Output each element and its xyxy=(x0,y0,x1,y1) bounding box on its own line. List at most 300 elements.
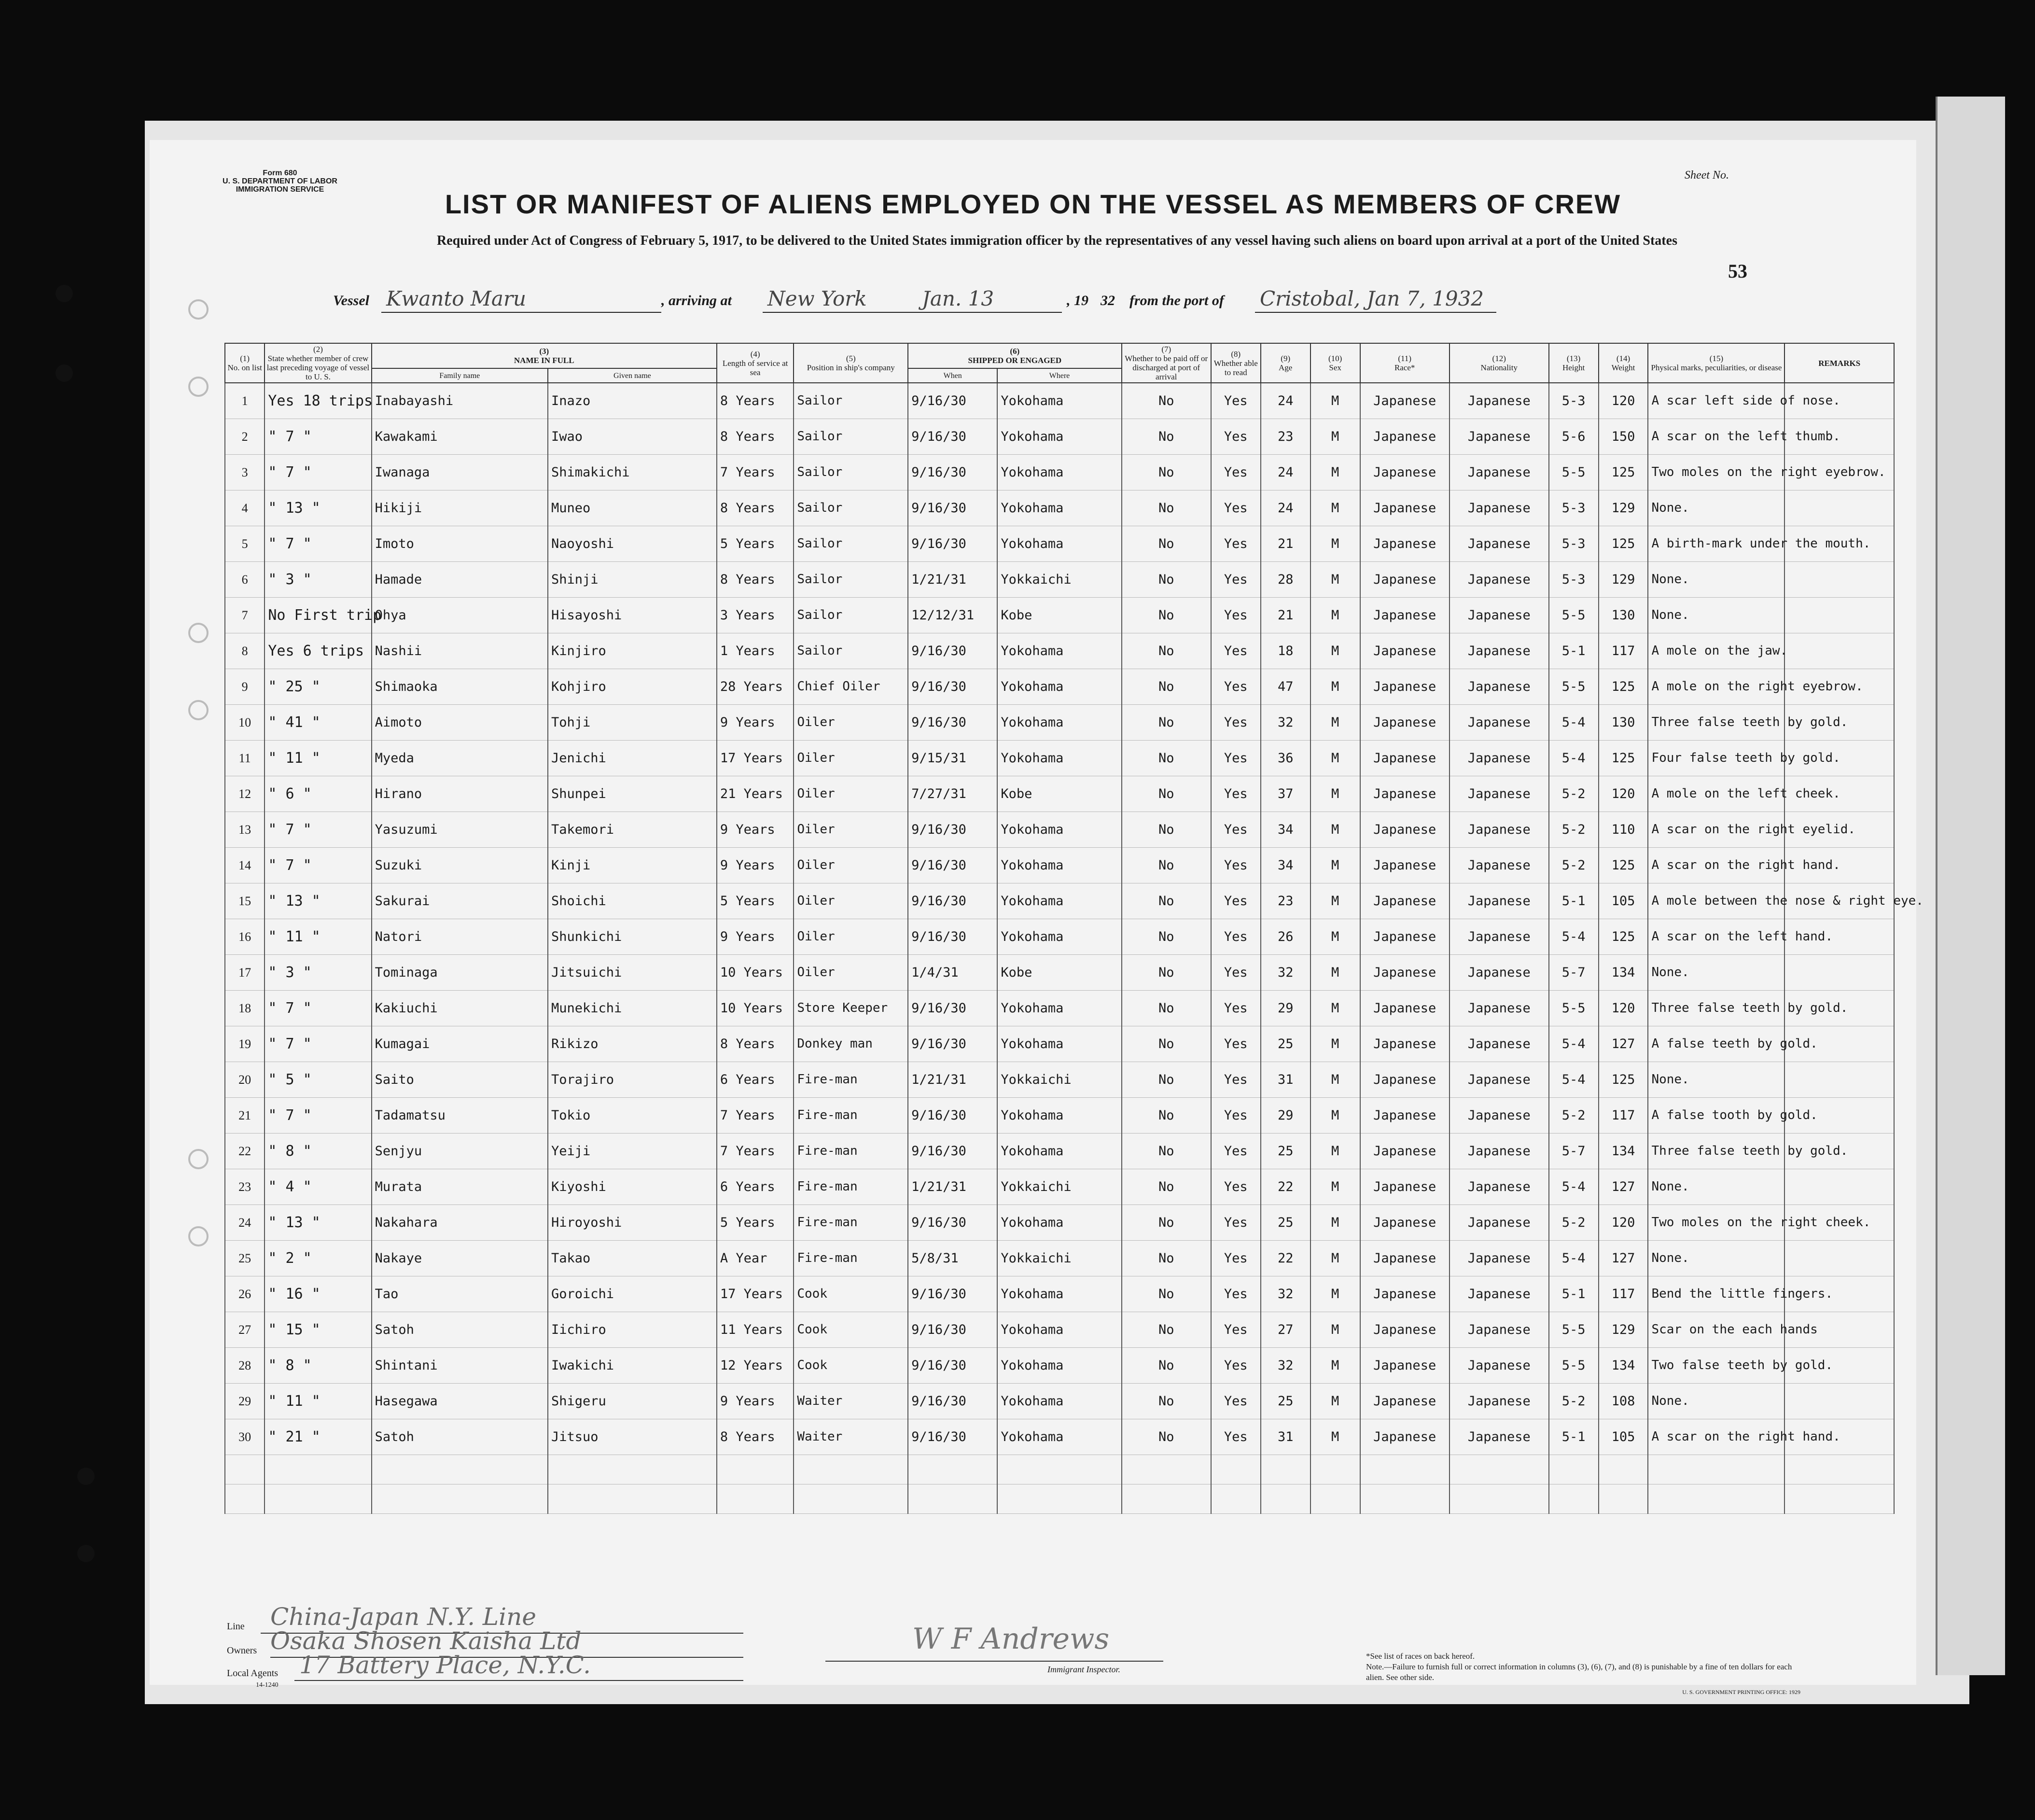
height-cell: 5-3 xyxy=(1549,490,1599,526)
weight-cell: 125 xyxy=(1599,526,1648,562)
race-cell: Japanese xyxy=(1360,1419,1450,1455)
paid-off-cell: No xyxy=(1122,633,1211,669)
age-cell: 31 xyxy=(1261,1062,1310,1098)
inspector-label: Immigrant Inspector. xyxy=(1047,1665,1120,1674)
sex-cell: M xyxy=(1310,955,1360,991)
age-cell: 18 xyxy=(1261,633,1310,669)
position-cell: Oiler xyxy=(794,812,908,848)
physical-marks-cell: Three false teeth by gold. xyxy=(1648,991,1784,1026)
race-cell: Japanese xyxy=(1360,1134,1450,1169)
physical-marks-cell: A birth-mark under the mouth. xyxy=(1648,526,1784,562)
last-voyage-cell: No First trip xyxy=(265,598,371,633)
length-of-service-cell: 7 Years xyxy=(717,455,794,490)
last-voyage-cell: " 13 " xyxy=(265,1205,371,1241)
weight-cell: 117 xyxy=(1599,1276,1648,1312)
shipped-where-cell: Yokkaichi xyxy=(997,1062,1121,1098)
col-header-weight: (14) Weight xyxy=(1599,343,1648,383)
weight-cell: 125 xyxy=(1599,1062,1648,1098)
height-cell: 5-4 xyxy=(1549,919,1599,955)
nationality-cell: Japanese xyxy=(1450,419,1549,455)
sex-cell: M xyxy=(1310,1276,1360,1312)
able-to-read-cell: Yes xyxy=(1211,455,1261,490)
given-name-cell: Iichiro xyxy=(548,1312,717,1348)
physical-marks-cell: Scar on the each hands xyxy=(1648,1312,1784,1348)
position-cell: Oiler xyxy=(794,741,908,776)
race-note: *See list of races on back hereof. xyxy=(1366,1652,1475,1661)
age-cell: 26 xyxy=(1261,919,1310,955)
sex-cell: M xyxy=(1310,705,1360,741)
crew-row xyxy=(225,1384,1894,1419)
row-number: 25 xyxy=(225,1241,265,1276)
family-name-cell: Hirano xyxy=(372,776,548,812)
row-number: 19 xyxy=(225,1026,265,1062)
family-name-cell: Yasuzumi xyxy=(372,812,548,848)
given-name-cell: Shunkichi xyxy=(548,919,717,955)
weight-cell: 120 xyxy=(1599,383,1648,419)
shipped-where-cell: Yokohama xyxy=(997,883,1121,919)
crew-row xyxy=(225,1312,1894,1348)
crew-row xyxy=(225,455,1894,490)
paid-off-cell: No xyxy=(1122,1241,1211,1276)
nationality-cell: Japanese xyxy=(1450,633,1549,669)
shipped-when-cell: 9/16/30 xyxy=(908,1205,997,1241)
race-cell: Japanese xyxy=(1360,1169,1450,1205)
manifest-page xyxy=(150,140,1923,1695)
crew-row xyxy=(225,705,1894,741)
shipped-when-cell: 9/16/30 xyxy=(908,383,997,419)
family-name-cell: Hikiji xyxy=(372,490,548,526)
shipped-where-cell: Yokohama xyxy=(997,1026,1121,1062)
weight-cell: 129 xyxy=(1599,1312,1648,1348)
punch-hole-ring xyxy=(188,299,209,320)
sex-cell: M xyxy=(1310,383,1360,419)
row-number: 16 xyxy=(225,919,265,955)
family-name-cell: Kawakami xyxy=(372,419,548,455)
remarks-cell xyxy=(1784,1384,1894,1419)
able-to-read-cell: Yes xyxy=(1211,991,1261,1026)
col-header-physical-marks: (15) Physical marks, peculiarities, or disease xyxy=(1648,343,1784,383)
nationality-cell: Japanese xyxy=(1450,776,1549,812)
crew-row xyxy=(225,741,1894,776)
last-voyage-cell: " 4 " xyxy=(265,1169,371,1205)
race-cell: Japanese xyxy=(1360,1098,1450,1134)
row-number: 2 xyxy=(225,419,265,455)
shipped-where-cell: Yokohama xyxy=(997,383,1121,419)
race-cell: Japanese xyxy=(1360,1276,1450,1312)
able-to-read-cell: Yes xyxy=(1211,883,1261,919)
age-cell: 25 xyxy=(1261,1384,1310,1419)
shipped-where-cell: Yokohama xyxy=(997,526,1121,562)
form-department: U. S. DEPARTMENT OF LABOR xyxy=(223,177,337,185)
family-name-cell: Nakaye xyxy=(372,1241,548,1276)
physical-marks-cell: A scar on the left hand. xyxy=(1648,919,1784,955)
position-cell: Donkey man xyxy=(794,1026,908,1062)
binder-hole xyxy=(56,285,73,302)
weight-cell: 120 xyxy=(1599,776,1648,812)
sex-cell: M xyxy=(1310,741,1360,776)
local-agents-label: Local Agents xyxy=(227,1668,279,1679)
col-header-family-name: Family name xyxy=(372,368,548,383)
given-name-cell: Hiroyoshi xyxy=(548,1205,717,1241)
age-cell: 31 xyxy=(1261,1419,1310,1455)
weight-cell: 127 xyxy=(1599,1026,1648,1062)
sex-cell: M xyxy=(1310,526,1360,562)
family-name-cell: Hamade xyxy=(372,562,548,598)
physical-marks-cell: A false tooth by gold. xyxy=(1648,1098,1784,1134)
shipped-when-cell: 9/16/30 xyxy=(908,1348,997,1384)
paid-off-cell: No xyxy=(1122,705,1211,741)
family-name-cell: Senjyu xyxy=(372,1134,548,1169)
crew-row xyxy=(225,991,1894,1026)
given-name-cell: Kinjiro xyxy=(548,633,717,669)
last-voyage-cell: " 13 " xyxy=(265,490,371,526)
row-number: 30 xyxy=(225,1419,265,1455)
height-cell: 5-1 xyxy=(1549,1419,1599,1455)
paid-off-cell: No xyxy=(1122,1062,1211,1098)
age-cell: 47 xyxy=(1261,669,1310,705)
age-cell: 24 xyxy=(1261,383,1310,419)
family-name-cell: Hasegawa xyxy=(372,1384,548,1419)
blank-cell xyxy=(908,1455,997,1484)
form-code: 14-1240 xyxy=(256,1681,279,1689)
position-cell: Sailor xyxy=(794,562,908,598)
shipped-when-cell: 9/16/30 xyxy=(908,883,997,919)
crew-row xyxy=(225,598,1894,633)
length-of-service-cell: 9 Years xyxy=(717,848,794,883)
sex-cell: M xyxy=(1310,455,1360,490)
length-of-service-cell: 6 Years xyxy=(717,1169,794,1205)
last-voyage-cell: Yes 6 trips xyxy=(265,633,371,669)
age-cell: 22 xyxy=(1261,1169,1310,1205)
paid-off-cell: No xyxy=(1122,1419,1211,1455)
paid-off-cell: No xyxy=(1122,526,1211,562)
sex-cell: M xyxy=(1310,419,1360,455)
able-to-read-cell: Yes xyxy=(1211,848,1261,883)
blank-cell xyxy=(1599,1455,1648,1484)
able-to-read-cell: Yes xyxy=(1211,1098,1261,1134)
shipped-where-cell: Kobe xyxy=(997,776,1121,812)
crew-row xyxy=(225,1098,1894,1134)
crew-row xyxy=(225,490,1894,526)
crew-row xyxy=(225,812,1894,848)
paid-off-cell: No xyxy=(1122,991,1211,1026)
nationality-cell: Japanese xyxy=(1450,955,1549,991)
given-name-cell: Jitsuo xyxy=(548,1419,717,1455)
race-cell: Japanese xyxy=(1360,490,1450,526)
paid-off-cell: No xyxy=(1122,1205,1211,1241)
height-cell: 5-5 xyxy=(1549,991,1599,1026)
paid-off-cell: No xyxy=(1122,1348,1211,1384)
crew-row xyxy=(225,1348,1894,1384)
nationality-cell: Japanese xyxy=(1450,1312,1549,1348)
blank-cell xyxy=(225,1455,265,1484)
row-number: 9 xyxy=(225,669,265,705)
shipped-where-cell: Yokohama xyxy=(997,1348,1121,1384)
length-of-service-cell: 1 Years xyxy=(717,633,794,669)
penalty-note: Note.—Failure to furnish full or correct information in columns (3), (6), (7), and (8) is punishable by a fine of ten dollars for each alien. See other side. xyxy=(1366,1662,1792,1682)
remarks-cell xyxy=(1784,633,1894,669)
crew-row xyxy=(225,526,1894,562)
blank-cell xyxy=(1450,1455,1549,1484)
family-name-cell: Satoh xyxy=(372,1419,548,1455)
race-cell: Japanese xyxy=(1360,955,1450,991)
age-cell: 27 xyxy=(1261,1312,1310,1348)
length-of-service-cell: 9 Years xyxy=(717,919,794,955)
given-name-cell: Jenichi xyxy=(548,741,717,776)
paid-off-cell: No xyxy=(1122,1026,1211,1062)
weight-cell: 110 xyxy=(1599,812,1648,848)
remarks-cell xyxy=(1784,490,1894,526)
row-number: 13 xyxy=(225,812,265,848)
row-number: 3 xyxy=(225,455,265,490)
nationality-cell: Japanese xyxy=(1450,490,1549,526)
length-of-service-cell: 3 Years xyxy=(717,598,794,633)
col-header-nationality: (12) Nationality xyxy=(1450,343,1549,383)
nationality-cell: Japanese xyxy=(1450,741,1549,776)
row-number: 14 xyxy=(225,848,265,883)
weight-cell: 125 xyxy=(1599,741,1648,776)
shipped-where-cell: Yokkaichi xyxy=(997,562,1121,598)
paid-off-cell: No xyxy=(1122,812,1211,848)
physical-marks-cell: A scar on the left thumb. xyxy=(1648,419,1784,455)
position-cell: Sailor xyxy=(794,598,908,633)
nationality-cell: Japanese xyxy=(1450,526,1549,562)
given-name-cell: Rikizo xyxy=(548,1026,717,1062)
shipped-where-cell: Yokohama xyxy=(997,848,1121,883)
weight-cell: 125 xyxy=(1599,919,1648,955)
family-name-cell: Nashii xyxy=(372,633,548,669)
family-name-cell: Tao xyxy=(372,1276,548,1312)
sex-cell: M xyxy=(1310,1348,1360,1384)
sheet-no-label: Sheet No. xyxy=(1685,169,1729,182)
sex-cell: M xyxy=(1310,1384,1360,1419)
row-number: 22 xyxy=(225,1134,265,1169)
length-of-service-cell: 8 Years xyxy=(717,1419,794,1455)
blank-cell xyxy=(1549,1455,1599,1484)
given-name-cell: Shunpei xyxy=(548,776,717,812)
last-voyage-cell: " 11 " xyxy=(265,1384,371,1419)
height-cell: 5-2 xyxy=(1549,1205,1599,1241)
blank-row xyxy=(225,1484,1894,1514)
shipped-when-cell: 9/16/30 xyxy=(908,812,997,848)
last-voyage-cell: " 7 " xyxy=(265,848,371,883)
race-cell: Japanese xyxy=(1360,1062,1450,1098)
length-of-service-cell: A Year xyxy=(717,1241,794,1276)
shipped-when-cell: 9/16/30 xyxy=(908,455,997,490)
col-header-shipped-or-engaged: (6) SHIPPED OR ENGAGED xyxy=(908,343,1122,368)
sex-cell: M xyxy=(1310,1419,1360,1455)
family-name-cell: Nakahara xyxy=(372,1205,548,1241)
row-number: 7 xyxy=(225,598,265,633)
age-cell: 34 xyxy=(1261,812,1310,848)
crew-row xyxy=(225,1169,1894,1205)
able-to-read-cell: Yes xyxy=(1211,419,1261,455)
crew-row xyxy=(225,1134,1894,1169)
sex-cell: M xyxy=(1310,1134,1360,1169)
nationality-cell: Japanese xyxy=(1450,455,1549,490)
punch-hole-ring xyxy=(188,1149,209,1169)
age-cell: 37 xyxy=(1261,776,1310,812)
age-cell: 32 xyxy=(1261,1276,1310,1312)
shipped-where-cell: Yokohama xyxy=(997,1312,1121,1348)
last-voyage-cell: " 11 " xyxy=(265,741,371,776)
binder-hole xyxy=(77,1545,95,1562)
last-voyage-cell: " 3 " xyxy=(265,955,371,991)
nationality-cell: Japanese xyxy=(1450,383,1549,419)
blank-cell xyxy=(1648,1455,1784,1484)
height-cell: 5-2 xyxy=(1549,1384,1599,1419)
form-service: IMMIGRATION SERVICE xyxy=(236,185,324,194)
race-cell: Japanese xyxy=(1360,919,1450,955)
shipped-when-cell: 9/16/30 xyxy=(908,1098,997,1134)
race-cell: Japanese xyxy=(1360,669,1450,705)
row-number: 15 xyxy=(225,883,265,919)
length-of-service-cell: 9 Years xyxy=(717,1384,794,1419)
physical-marks-cell: Two moles on the right eyebrow. xyxy=(1648,455,1784,490)
able-to-read-cell: Yes xyxy=(1211,383,1261,419)
physical-marks-cell: A mole on the right eyebrow. xyxy=(1648,669,1784,705)
length-of-service-cell: 8 Years xyxy=(717,490,794,526)
last-voyage-cell: " 7 " xyxy=(265,419,371,455)
family-name-cell: Tadamatsu xyxy=(372,1098,548,1134)
blank-cell xyxy=(1360,1455,1450,1484)
race-cell: Japanese xyxy=(1360,455,1450,490)
height-cell: 5-1 xyxy=(1549,1276,1599,1312)
col-header-length-of-service: (4) Length of service at sea xyxy=(717,343,794,383)
col-header-name-in-full: (3) NAME IN FULL xyxy=(372,343,717,368)
blank-cell xyxy=(997,1455,1121,1484)
length-of-service-cell: 8 Years xyxy=(717,562,794,598)
race-cell: Japanese xyxy=(1360,1241,1450,1276)
crew-row xyxy=(225,562,1894,598)
crew-row xyxy=(225,669,1894,705)
given-name-cell: Hisayoshi xyxy=(548,598,717,633)
col-header-when: When xyxy=(908,368,997,383)
paid-off-cell: No xyxy=(1122,883,1211,919)
weight-cell: 125 xyxy=(1599,455,1648,490)
punch-hole-ring xyxy=(188,623,209,643)
physical-marks-cell: None. xyxy=(1648,955,1784,991)
height-cell: 5-7 xyxy=(1549,955,1599,991)
race-cell: Japanese xyxy=(1360,812,1450,848)
nationality-cell: Japanese xyxy=(1450,1348,1549,1384)
able-to-read-cell: Yes xyxy=(1211,1241,1261,1276)
age-cell: 21 xyxy=(1261,598,1310,633)
physical-marks-cell: A mole between the nose & right eye. xyxy=(1648,883,1784,919)
nationality-cell: Japanese xyxy=(1450,1384,1549,1419)
last-voyage-cell: " 41 " xyxy=(265,705,371,741)
paid-off-cell: No xyxy=(1122,419,1211,455)
height-cell: 5-5 xyxy=(1549,598,1599,633)
weight-cell: 105 xyxy=(1599,1419,1648,1455)
row-number: 29 xyxy=(225,1384,265,1419)
given-name-cell: Kiyoshi xyxy=(548,1169,717,1205)
physical-marks-cell: None. xyxy=(1648,562,1784,598)
weight-cell: 127 xyxy=(1599,1241,1648,1276)
given-name-cell: Muneo xyxy=(548,490,717,526)
form-number: Form 680 xyxy=(263,169,297,177)
position-cell: Sailor xyxy=(794,633,908,669)
sex-cell: M xyxy=(1310,1205,1360,1241)
length-of-service-cell: 12 Years xyxy=(717,1348,794,1384)
given-name-cell: Tohji xyxy=(548,705,717,741)
shipped-when-cell: 1/21/31 xyxy=(908,1169,997,1205)
age-cell: 25 xyxy=(1261,1134,1310,1169)
height-cell: 5-2 xyxy=(1549,812,1599,848)
sex-cell: M xyxy=(1310,776,1360,812)
given-name-cell: Munekichi xyxy=(548,991,717,1026)
paid-off-cell: No xyxy=(1122,1312,1211,1348)
crew-row xyxy=(225,1419,1894,1455)
given-name-cell: Kinji xyxy=(548,848,717,883)
arrival-year: 32 xyxy=(1101,293,1115,308)
paid-off-cell: No xyxy=(1122,1384,1211,1419)
shipped-where-cell: Yokohama xyxy=(997,1419,1121,1455)
age-cell: 24 xyxy=(1261,490,1310,526)
row-number: 20 xyxy=(225,1062,265,1098)
height-cell: 5-5 xyxy=(1549,669,1599,705)
last-voyage-cell: " 8 " xyxy=(265,1348,371,1384)
race-cell: Japanese xyxy=(1360,741,1450,776)
family-name-cell: Aimoto xyxy=(372,705,548,741)
height-cell: 5-7 xyxy=(1549,1134,1599,1169)
arrival-date: Jan. 13 xyxy=(922,287,994,310)
col-header-where: Where xyxy=(997,368,1121,383)
sex-cell: M xyxy=(1310,562,1360,598)
blank-cell xyxy=(997,1484,1121,1514)
nationality-cell: Japanese xyxy=(1450,598,1549,633)
weight-cell: 130 xyxy=(1599,598,1648,633)
sex-cell: M xyxy=(1310,1312,1360,1348)
shipped-when-cell: 1/4/31 xyxy=(908,955,997,991)
able-to-read-cell: Yes xyxy=(1211,490,1261,526)
able-to-read-cell: Yes xyxy=(1211,598,1261,633)
physical-marks-cell: A scar on the right hand. xyxy=(1648,848,1784,883)
remarks-cell xyxy=(1784,562,1894,598)
length-of-service-cell: 11 Years xyxy=(717,1312,794,1348)
blank-cell xyxy=(908,1484,997,1514)
shipped-where-cell: Yokohama xyxy=(997,1276,1121,1312)
weight-cell: 120 xyxy=(1599,991,1648,1026)
position-cell: Oiler xyxy=(794,776,908,812)
age-cell: 29 xyxy=(1261,991,1310,1026)
page-title: LIST OR MANIFEST OF ALIENS EMPLOYED ON THE VESSEL AS MEMBERS OF CREW xyxy=(445,189,1621,219)
crew-row xyxy=(225,1205,1894,1241)
able-to-read-cell: Yes xyxy=(1211,919,1261,955)
physical-marks-cell: Three false teeth by gold. xyxy=(1648,1134,1784,1169)
position-cell: Oiler xyxy=(794,955,908,991)
shipped-when-cell: 9/16/30 xyxy=(908,1134,997,1169)
height-cell: 5-1 xyxy=(1549,633,1599,669)
nationality-cell: Japanese xyxy=(1450,812,1549,848)
family-name-cell: Kakiuchi xyxy=(372,991,548,1026)
last-voyage-cell: " 7 " xyxy=(265,1098,371,1134)
paid-off-cell: No xyxy=(1122,455,1211,490)
family-name-cell: Shimaoka xyxy=(372,669,548,705)
last-voyage-cell: " 7 " xyxy=(265,526,371,562)
row-number: 8 xyxy=(225,633,265,669)
remarks-cell xyxy=(1784,955,1894,991)
age-cell: 32 xyxy=(1261,955,1310,991)
line-label: Line xyxy=(227,1621,245,1632)
shipped-where-cell: Yokkaichi xyxy=(997,1169,1121,1205)
age-cell: 32 xyxy=(1261,1348,1310,1384)
age-cell: 21 xyxy=(1261,526,1310,562)
row-number: 11 xyxy=(225,741,265,776)
height-cell: 5-2 xyxy=(1549,776,1599,812)
crew-row xyxy=(225,848,1894,883)
crew-row xyxy=(225,383,1894,419)
